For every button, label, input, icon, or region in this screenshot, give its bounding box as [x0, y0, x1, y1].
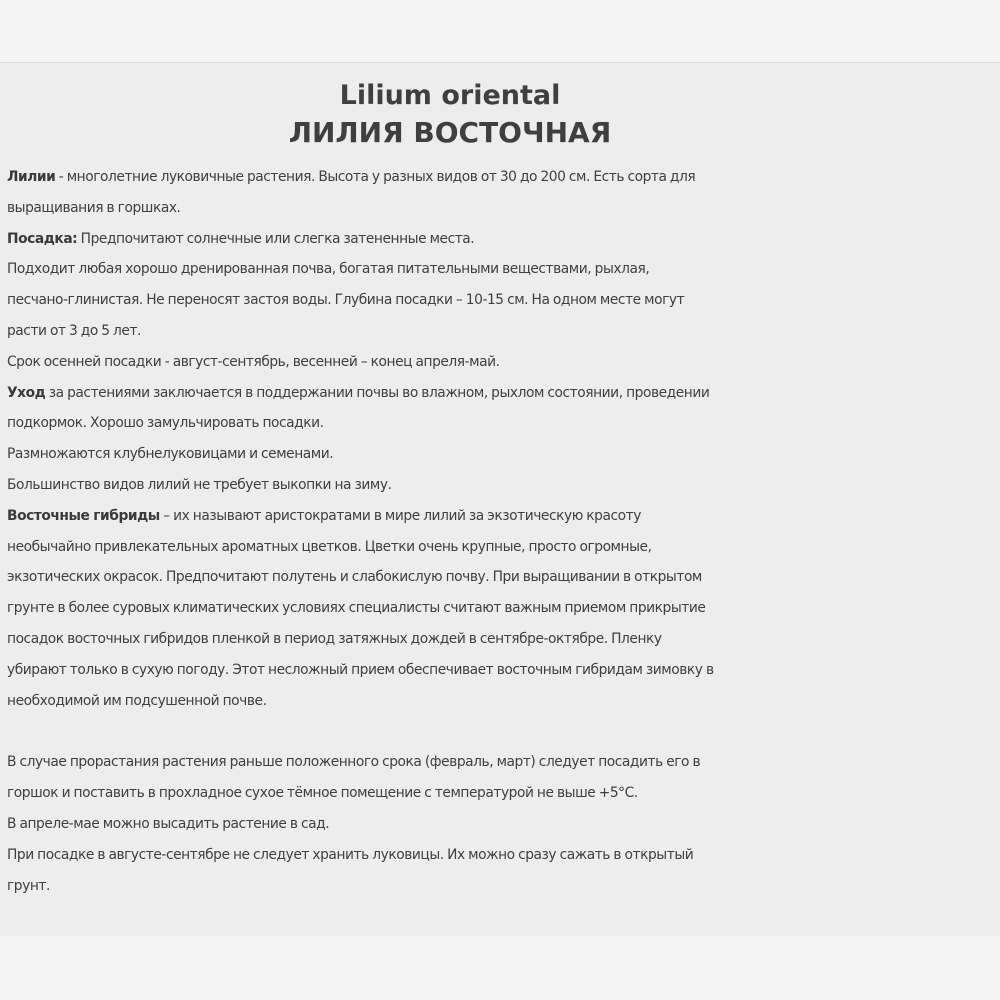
line-text: посадок восточных гибридов пленкой в период затяжных дождей в сентябре-октябре. Пленку: [7, 630, 662, 647]
text-line: [7, 778, 997, 809]
line-text: за растениями заключается в поддержании почвы во влажном, рыхлом состоянии, проведении: [45, 384, 710, 401]
text-line: [7, 747, 997, 778]
text-line: [7, 254, 997, 285]
text-line: [7, 532, 997, 563]
line-text: - многолетние луковичные растения. Высота у разных видов от 30 до 200 см. Есть сорта для: [55, 169, 696, 185]
body-text: [7, 162, 997, 901]
text-line: [7, 840, 997, 871]
text-line: [7, 593, 997, 624]
text-line: [7, 378, 997, 409]
line-text: экзотических окрасок. Предпочитают полутень и слабокислую почву. При выращивании в открытом: [7, 569, 702, 586]
text-line: [7, 562, 997, 593]
line-text: Предпочитают солнечные или слегка затененные места.: [77, 230, 475, 247]
line-text: Подходит любая хорошо дренированная почва, богатая питательными веществами, рыхлая,: [7, 261, 650, 278]
paragraph-gap: [7, 716, 997, 747]
line-text: При посадке в августе-сентябре не следует хранить луковицы. Их можно сразу сажать в открытый: [7, 846, 694, 863]
bold-term: Уход: [7, 384, 46, 401]
paper-bottom-edge: [0, 936, 1000, 1000]
bold-term: Лилии: [7, 169, 56, 185]
paper-top-edge: [0, 0, 1000, 63]
line-text: убирают только в сухую погоду. Этот несложный прием обеспечивает восточным гибридам зимовку в: [7, 661, 714, 678]
line-text: В случае прорастания растения раньше положенного срока (февраль, март) следует посадить его в: [7, 754, 701, 771]
text-line: [7, 316, 997, 347]
text-line: [7, 439, 997, 470]
text-line: [7, 624, 997, 655]
text-line: [7, 193, 997, 224]
line-text: грунте в более суровых климатических условиях специалисты считают важным приемом прикрытие: [7, 600, 706, 617]
line-text: необходимой им подсушенной почве.: [7, 692, 267, 709]
title-latin: Lilium oriental: [339, 80, 561, 111]
text-line: [7, 686, 997, 717]
text-line: [7, 871, 997, 902]
line-text: В апреле-мае можно высадить растение в сад.: [7, 815, 330, 832]
line-text: выращивания в горшках.: [7, 199, 181, 216]
line-text: Большинство видов лилий не требует выкопки на зиму.: [7, 476, 392, 493]
line-text: горшок и поставить в прохладное сухое тёмное помещение с температурой не выше +5°C.: [7, 785, 638, 802]
line-text: – их называют аристократами в мире лилий за экзотическую красоту: [159, 507, 641, 524]
line-text: расти от 3 до 5 лет.: [7, 322, 141, 339]
line-text: подкормок. Хорошо замульчировать посадки.: [7, 415, 324, 432]
line-text: грунт.: [7, 877, 50, 894]
line-text: Срок осенней посадки - август-сентябрь, весенней – конец апреля-май.: [7, 353, 500, 370]
bold-term: Посадка:: [7, 230, 78, 247]
line-text: песчано-глинистая. Не переносят застоя воды. Глубина посадки – 10-15 см. На одном месте могут: [7, 292, 685, 309]
text-line: [7, 408, 997, 439]
text-line: [7, 347, 997, 378]
text-line: [7, 809, 997, 840]
bold-term: Восточные гибриды: [7, 507, 160, 524]
text-line: [7, 470, 997, 501]
text-line: [7, 224, 997, 255]
text-line: [7, 285, 997, 316]
text-line: [7, 655, 997, 686]
title-russian: ЛИЛИЯ ВОСТОЧНАЯ: [288, 116, 612, 149]
line-text: Размножаются клубнелуковицами и семенами.: [7, 446, 334, 463]
line-text: необычайно привлекательных ароматных цветков. Цветки очень крупные, просто огромные,: [7, 538, 652, 555]
text-line: [7, 501, 997, 532]
text-line: [7, 162, 997, 193]
